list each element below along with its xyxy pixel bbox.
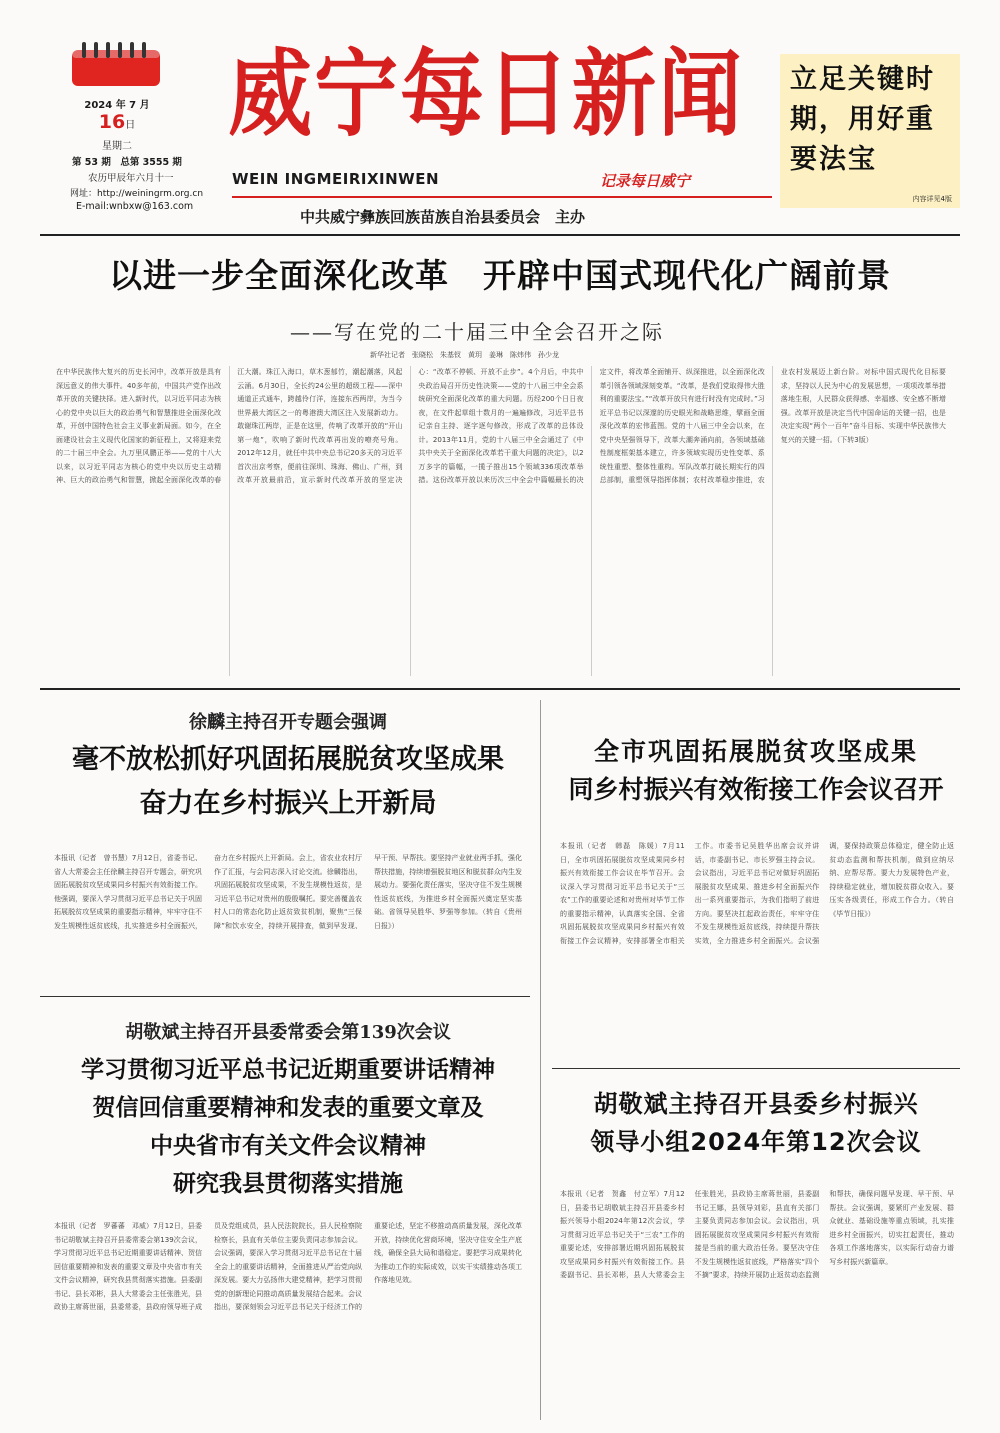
article1-body: 本报讯（记者 曾书慧）7月12日，省委书记、省人大常委会主任徐麟主持召开专题会，研究巩固拓展脱贫攻坚成果同乡村振兴有效衔接工作。他强调，要深入学习贯彻习近平总书记关于巩固拓展脱贫攻坚成果的重要指示精神，牢牢守住不发生规模性返贫底线，扎实推进乡村全面振兴，奋力在乡村振兴上开新局。会上，省农业农村厅作了汇报，与会同志深入讨论交流。徐麟指出，巩固拓展脱贫攻坚成果，不发生规模性返贫，是习近平总书记对贵州的殷殷嘱托。要完善覆盖农村人口的常态化防止返贫致贫机制，聚焦“三保障”和饮水安全，持续开展排查，做到早发现、早干预、早帮扶。要坚持产业就业两手抓，强化帮扶措施，持续增强脱贫地区和脱贫群众内生发展动力。要强化责任落实，坚决守住不发生规模性返贫底线，为推进乡村全面振兴奠定坚实基础。省领导吴胜华、罗强等参加。（转自《贵州日报》）	[54, 854, 522, 930]
teaser-box[interactable]	[780, 54, 960, 208]
article3-headline-2[interactable]: 同乡村振兴有效衔接工作会议召开	[568, 775, 944, 804]
lead-byline: 新华社记者 张晓松 朱基钗 黄玥 姜琳 陈炜伟 孙少龙	[370, 351, 559, 359]
email: E-mail:wnbxw@163.com	[76, 201, 194, 212]
article2-headline-1[interactable]: 学习贯彻习近平总书记近期重要讲话精神	[81, 1057, 495, 1083]
article1-headline-1[interactable]: 毫不放松抓好巩固拓展脱贫攻坚成果	[72, 744, 504, 775]
weekday: 星期二	[102, 141, 132, 152]
article2-body: 本报讯（记者 罗蕃蕃 邓威）7月12日，县委书记胡敬斌主持召开县委常委会第139次会议，学习贯彻习近平总书记近期重要讲话精神、贺信回信重要精神和发表的重要文章及中央省市有关文件会议精神，研究我县贯彻落实措施。县委副书记、县长邓彬，县人大常委会主任张胜光，县政协主席蒋世丽，县委常委，县政府领导班子成员及党组成员，县人民法院院长，县人民检察院检察长，县直有关单位主要负责同志参加会议。会议强调，要深入学习贯彻习近平总书记在十届全会上的重要讲话精神，全面推进从严治党向纵深发展。要大力弘扬伟大建党精神，把学习贯彻党的创新理论同推动高质量发展结合起来。会议指出，要深刻领会习近平总书记关于经济工作的重要论述，坚定不移推动高质量发展，深化改革开放，持续优化营商环境，坚决守住安全生产底线，确保全县大局和谐稳定。要把学习成果转化为推动工作的实际成效，以实干实绩推动各项工作落地见效。	[54, 1222, 522, 1311]
lead-body: 在中华民族伟大复兴的历史长河中，改革开放是具有深远意义的伟大事件。40多年前，中国共产党作出改革开放的关键抉择。进入新时代，以习近平同志为核心的党中央以巨大的政治勇气和智慧推进全面深化改革，开创中国特色社会主义事业新局面。如今，在全面建设社会主义现代化国家的新征程上，又将迎来党的二十届三中全会。九万里风鹏正举——党的十八大以来，以习近平同志为核心的党中央以历史主动精神、巨大的政治勇气和智慧，掀起全面深化改革的春江大潮。珠江入海口，草木葱郁竹，潮起潮落，风起云涌。6月30日，全长约24公里的超级工程——深中通道正式通车，跨越伶仃洋，连接东西两岸，为当今世界最大湾区之一的粤港澳大湾区注入发展新动力。敢谢珠江两岸，正是在这里，传响了改革开放的“开山第一炮”，吹响了新时代改革再出发的嘹亮号角。2012年12月，就任中共中央总书记20多天的习近平首次出京考察，便前往深圳、珠海、佛山、广州，到改革开放最前沿，宣示新时代改革开放的坚定决心：“改革不停顿、开放不止步”。4个月后，中共中央政治局召开历史性决策——党的十八届三中全会系统研究全面深化改革的重大问题。历经200个日日夜夜，在文件起草组十数月的一遍遍修改，习近平总书记亲自主持、逐字逐句修改，形成了改革的总体设计。2013年11月，党的十八届三中全会通过了《中共中央关于全面深化改革若干重大问题的决定》，以2万多字的篇幅，一揽子推出15个领域336项改革举措。这份改革开放以来历次三中全会中篇幅最长的决定文件，将改革全面铺开、纵深推进，以全面深化改革引领各领域深刻变革。“改革，是我们党取得伟大胜利的重要法宝。”“改革开放只有进行时没有完成时。”习近平总书记以深邃的历史眼光和战略思维，擘画全面深化改革的宏伟蓝图。党的十八届三中全会以来，在党中央坚强领导下，改革大潮奔涌向前，各领域基础性制度框架基本建立，许多领域实现历史性变革、系统性重塑、整体性重构。军队改革打破长期实行的四总部制，重塑领导指挥体制；农村改革稳步推进，农业农村发展迈上新台阶。对标中国式现代化目标要求，坚持以人民为中心的发展思想，一项项改革举措落地生根，人民群众获得感、幸福感、安全感不断增强。改革开放是决定当代中国命运的关键一招，也是决定实现“两个一百年”奋斗目标、实现中华民族伟大复兴的关键一招。（下转3版）	[56, 368, 946, 484]
lead-subhead: ——写在党的二十届三中全会召开之际	[290, 320, 664, 344]
title-pinyin: WEIN INGMEIRIXINWEN	[232, 170, 440, 188]
article3-bottom-rule	[552, 1068, 960, 1069]
lead-headline[interactable]: 以进一步全面深化改革 开辟中国式现代化广阔前景	[109, 256, 891, 295]
date-line: 2024 年 7 月	[84, 100, 150, 111]
article2-kicker: 胡敬斌主持召开县委常委会第139次会议	[125, 1022, 451, 1043]
article2-headline-3[interactable]: 中央省市有关文件会议精神	[150, 1133, 426, 1159]
day-number: 16	[98, 111, 126, 133]
article1-kicker: 徐麟主持召开专题会强调	[189, 712, 387, 733]
article2-headline-4[interactable]: 研究我县贯彻落实措施	[173, 1171, 403, 1197]
column-divider	[540, 700, 541, 1420]
sponsor-line: 中共威宁彝族回族苗族自治县委员会 主办	[300, 208, 586, 226]
article3-headline-1[interactable]: 全市巩固拓展脱贫攻坚成果	[593, 737, 918, 766]
article4-body: 本报讯（记者 贺鑫 付立军）7月12日，县委书记胡敬斌主持召开县委乡村振兴领导小组2024年第12次会议，学习贯彻习近平总书记关于“三农”工作的重要论述，安排部署近期巩固拓展脱贫攻坚成果同乡村振兴有效衔接工作。县委副书记、县长邓彬，县人大常委会主任张胜光，县政协主席蒋世丽，县委副书记王娜，县领导刘彩，县直有关部门主要负责同志参加会议。会议指出，巩固拓展脱贫攻坚成果同乡村振兴有效衔接是当前的重大政治任务。要坚决守住不发生规模性返贫底线，严格落实“四个不摘”要求，持续开展防止返贫动态监测和帮扶，确保问题早发现、早干预、早帮扶。会议强调，要紧盯产业发展、群众就业、基础设施等重点领域，扎实推进乡村全面振兴，切实扛起责任，推动各项工作落地落实，以实际行动奋力谱写乡村振兴新篇章。	[560, 1190, 954, 1279]
day-unit: 日	[125, 120, 136, 131]
lead-bottom-rule	[40, 688, 960, 690]
website: 网址：http://weiningrm.org.cn	[70, 189, 204, 199]
date-day	[72, 111, 162, 133]
newspaper-title: 威宁每日新闻	[228, 38, 745, 149]
article4-headline-2[interactable]: 领导小组2024年第12次会议	[590, 1128, 922, 1156]
lunar-date: 农历甲辰年六月十一	[88, 173, 174, 184]
article1-headline-2[interactable]: 奋力在乡村振兴上开新局	[139, 788, 437, 819]
issue-number: 第 53 期 总第 3555 期	[72, 157, 182, 168]
slogan: 记录每日威宁	[600, 172, 691, 190]
calendar-icon	[70, 40, 162, 88]
masthead-rule	[232, 196, 772, 198]
article3-body: 本报讯（记者 韩磊 陈媛）7月11日，全市巩固拓展脱贫攻坚成果同乡村振兴有效衔接工作会议在毕节召开。会议深入学习贯彻习近平总书记关于“三农”工作的重要论述和对贵州对毕节工作的重要指示精神，认真落实全国、全省巩固拓展脱贫攻坚成果同乡村振兴有效衔接工作会议精神，安排部署全市相关工作。市委书记吴胜华出席会议并讲话，市委副书记、市长罗强主持会议。会议指出，习近平总书记对做好巩固拓展脱贫攻坚成果、推进乡村全面振兴作出一系列重要指示，为我们指明了前进方向。要坚决扛起政治责任，牢牢守住不发生规模性返贫底线，持续提升帮扶实效，全力推进乡村全面振兴。会议强调，要保持政策总体稳定，健全防止返贫动态监测和帮扶机制，做到应纳尽纳、应帮尽帮。要大力发展特色产业，持续稳定就业，增加脱贫群众收入。要压实各级责任，形成工作合力。（转自《毕节日报》）	[560, 842, 954, 945]
masthead-bottom-rule	[40, 234, 960, 236]
article2-headline-2[interactable]: 贺信回信重要精神和发表的重要文章及	[92, 1095, 484, 1121]
teaser-headline: 立足关键时期，用好重要法宝	[790, 64, 935, 175]
masthead	[0, 0, 1000, 240]
article1-bottom-rule	[40, 996, 530, 997]
article4-headline-1[interactable]: 胡敬斌主持召开县委乡村振兴	[593, 1090, 919, 1118]
teaser-note: 内容详见4版	[912, 195, 952, 203]
